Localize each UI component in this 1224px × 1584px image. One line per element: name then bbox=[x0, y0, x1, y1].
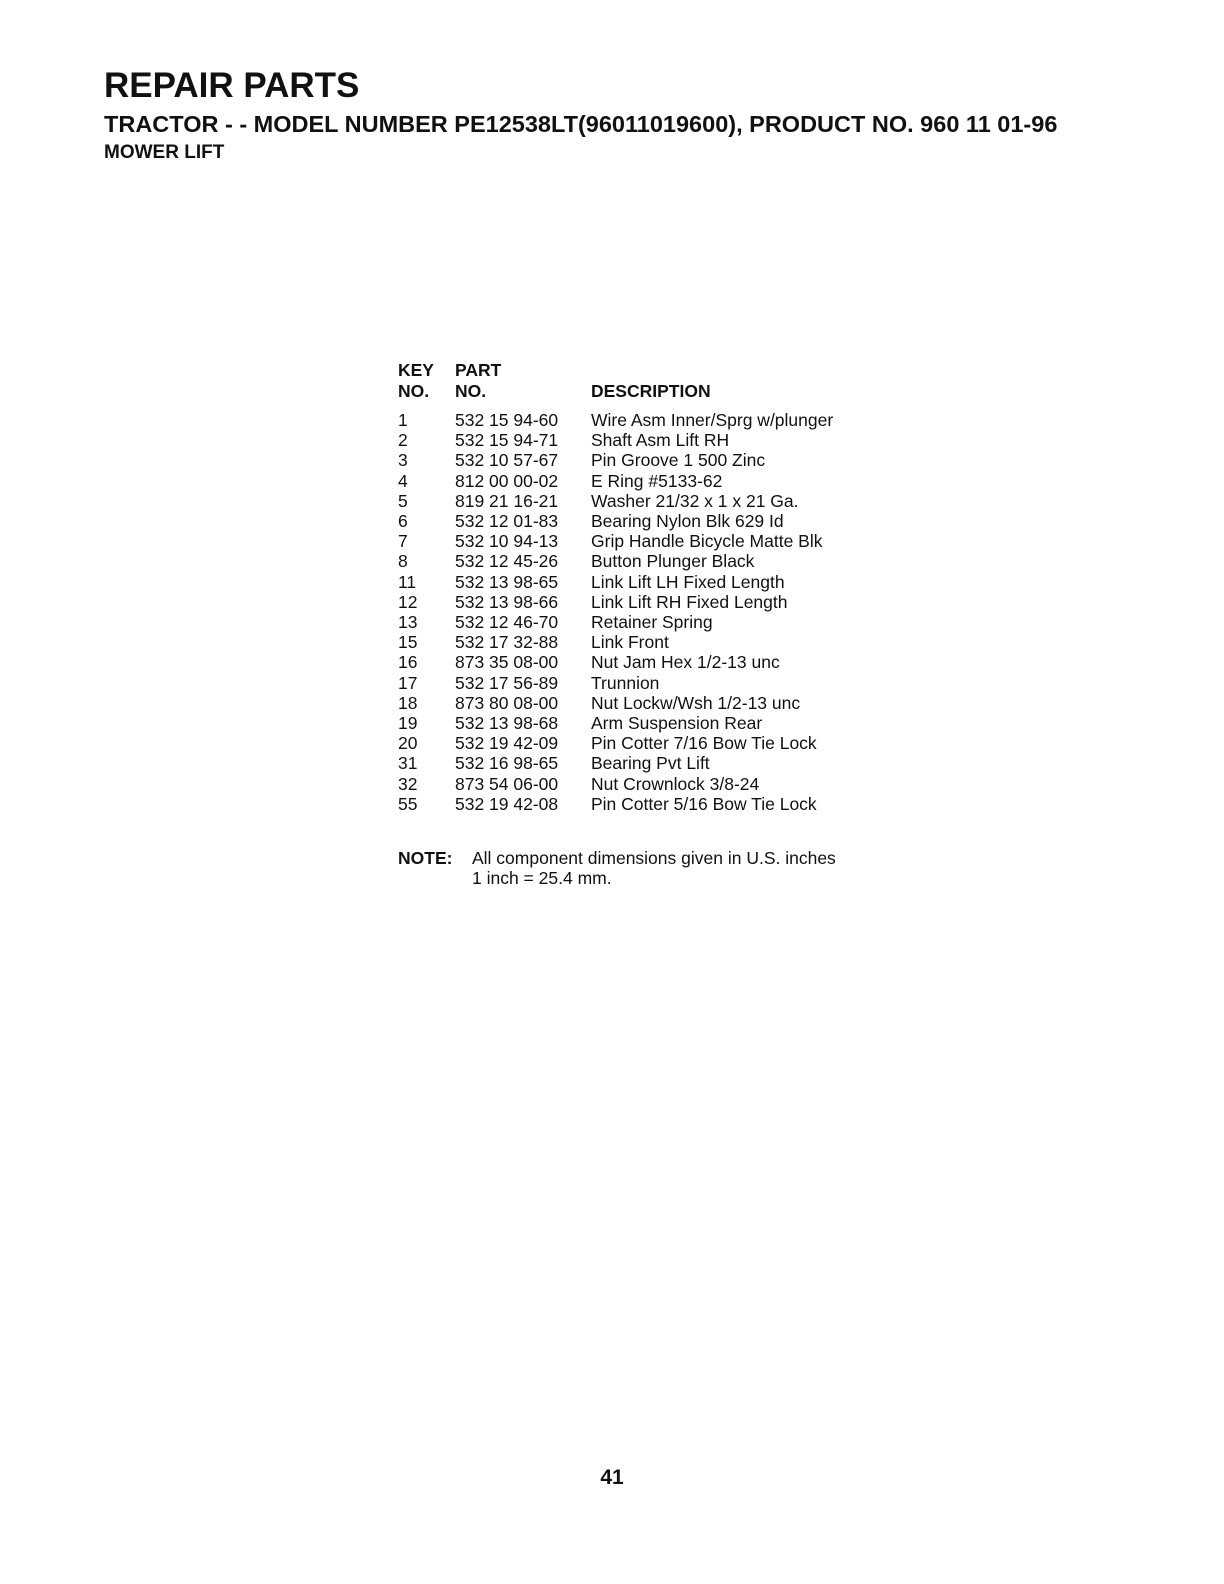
key-no-cell: 31 bbox=[398, 753, 418, 774]
part-no-cell: 532 13 98-66 bbox=[455, 591, 559, 612]
key-no-cell: 8 bbox=[398, 551, 408, 572]
part-no-cell: 532 12 45-26 bbox=[455, 551, 559, 572]
table-row bbox=[398, 713, 911, 733]
section-title: MOWER LIFT bbox=[104, 142, 225, 163]
part-no-cell: 532 12 01-83 bbox=[455, 511, 559, 532]
parts-table bbox=[398, 360, 911, 814]
part-no-cell: 819 21 16-21 bbox=[455, 490, 559, 511]
table-row bbox=[398, 673, 911, 693]
part-no-cell: 532 19 42-09 bbox=[455, 733, 559, 754]
description-cell: Trunnion bbox=[591, 672, 660, 693]
description-cell: Retainer Spring bbox=[591, 612, 713, 633]
page-title: REPAIR PARTS bbox=[104, 66, 360, 105]
model-subtitle: TRACTOR - - MODEL NUMBER PE12538LT(96011019600), PRODUCT NO. 960 11 01-96 bbox=[104, 111, 1058, 137]
key-no-cell: 19 bbox=[398, 713, 418, 734]
description-cell: Pin Groove 1 500 Zinc bbox=[591, 450, 766, 471]
table-row bbox=[398, 430, 911, 450]
description-cell: Pin Cotter 5/16 Bow Tie Lock bbox=[591, 793, 817, 814]
description-cell: Bearing Nylon Blk 629 Id bbox=[591, 511, 784, 532]
part-no-cell: 532 12 46-70 bbox=[455, 612, 559, 633]
table-row bbox=[398, 450, 911, 470]
note-text-line2: 1 inch = 25.4 mm. bbox=[472, 868, 612, 888]
description-cell: Nut Lockw/Wsh 1/2-13 unc bbox=[591, 692, 801, 713]
key-no-cell: 2 bbox=[398, 430, 408, 451]
table-row bbox=[398, 572, 911, 592]
header-key-line2: NO. bbox=[398, 381, 430, 401]
key-no-cell: 13 bbox=[398, 612, 418, 633]
description-cell: Washer 21/32 x 1 x 21 Ga. bbox=[591, 490, 799, 511]
part-no-cell: 532 13 98-68 bbox=[455, 713, 559, 734]
description-cell: Grip Handle Bicycle Matte Blk bbox=[591, 531, 823, 552]
description-cell: E Ring #5133-62 bbox=[591, 470, 723, 491]
part-no-cell: 812 00 00-02 bbox=[455, 470, 559, 491]
description-cell: Link Lift RH Fixed Length bbox=[591, 591, 788, 612]
description-cell: Wire Asm Inner/Sprg w/plunger bbox=[591, 410, 834, 430]
description-cell: Shaft Asm Lift RH bbox=[591, 430, 730, 451]
key-no-cell: 1 bbox=[398, 410, 408, 430]
key-no-cell: 12 bbox=[398, 591, 418, 612]
header-spacer bbox=[591, 360, 911, 381]
header-key-line1: KEY bbox=[398, 360, 434, 380]
key-no-cell: 16 bbox=[398, 652, 418, 673]
table-row bbox=[398, 652, 911, 672]
key-no-cell: 18 bbox=[398, 692, 418, 713]
header-part-line2: NO. bbox=[455, 381, 487, 401]
key-no-cell: 15 bbox=[398, 632, 418, 653]
table-row bbox=[398, 511, 911, 531]
part-no-cell: 532 10 94-13 bbox=[455, 531, 559, 552]
description-cell: Arm Suspension Rear bbox=[591, 713, 763, 734]
part-no-cell: 532 17 32-88 bbox=[455, 632, 559, 653]
part-no-cell: 873 35 08-00 bbox=[455, 652, 559, 673]
page-number: 41 bbox=[600, 1466, 624, 1489]
part-no-cell: 532 16 98-65 bbox=[455, 753, 559, 774]
table-row bbox=[398, 531, 911, 551]
table-row bbox=[398, 774, 911, 794]
table-row bbox=[398, 471, 911, 491]
key-no-cell: 5 bbox=[398, 490, 408, 511]
part-no-cell: 873 80 08-00 bbox=[455, 692, 559, 713]
table-row bbox=[398, 632, 911, 652]
key-no-cell: 32 bbox=[398, 773, 418, 794]
description-cell: Nut Crownlock 3/8-24 bbox=[591, 773, 760, 794]
part-no-cell: 873 54 06-00 bbox=[455, 773, 559, 794]
header-part-line1: PART bbox=[455, 360, 502, 380]
table-header-row bbox=[398, 381, 911, 410]
note-label: NOTE: bbox=[398, 848, 453, 868]
table-row bbox=[398, 592, 911, 612]
key-no-cell: 4 bbox=[398, 470, 408, 491]
key-no-cell: 11 bbox=[398, 571, 417, 592]
description-cell: Link Front bbox=[591, 632, 669, 653]
part-no-cell: 532 19 42-08 bbox=[455, 793, 559, 814]
key-no-cell: 7 bbox=[398, 531, 408, 552]
description-cell: Pin Cotter 7/16 Bow Tie Lock bbox=[591, 733, 817, 754]
key-no-cell: 3 bbox=[398, 450, 408, 471]
part-no-cell: 532 15 94-60 bbox=[455, 410, 559, 430]
table-row bbox=[398, 753, 911, 773]
table-header-row bbox=[398, 360, 911, 381]
table-row bbox=[398, 551, 911, 571]
description-cell: Button Plunger Black bbox=[591, 551, 755, 572]
header-description: DESCRIPTION bbox=[591, 381, 711, 401]
description-cell: Bearing Pvt Lift bbox=[591, 753, 710, 774]
table-row bbox=[398, 410, 911, 430]
part-no-cell: 532 13 98-65 bbox=[455, 571, 559, 592]
description-cell: Link Lift LH Fixed Length bbox=[591, 571, 785, 592]
part-no-cell: 532 17 56-89 bbox=[455, 672, 559, 693]
table-row bbox=[398, 693, 911, 713]
note-block bbox=[398, 848, 836, 888]
table-row bbox=[398, 794, 911, 814]
part-no-cell: 532 15 94-71 bbox=[455, 430, 559, 451]
table-row bbox=[398, 733, 911, 753]
table-row bbox=[398, 612, 911, 632]
key-no-cell: 20 bbox=[398, 733, 418, 754]
description-cell: Nut Jam Hex 1/2-13 unc bbox=[591, 652, 780, 673]
table-row bbox=[398, 491, 911, 511]
key-no-cell: 17 bbox=[398, 672, 418, 693]
key-no-cell: 6 bbox=[398, 511, 408, 532]
key-no-cell: 55 bbox=[398, 793, 418, 814]
parts-table-body bbox=[398, 410, 911, 814]
note-text-line1: All component dimensions given in U.S. inches bbox=[472, 848, 836, 868]
part-no-cell: 532 10 57-67 bbox=[455, 450, 559, 471]
